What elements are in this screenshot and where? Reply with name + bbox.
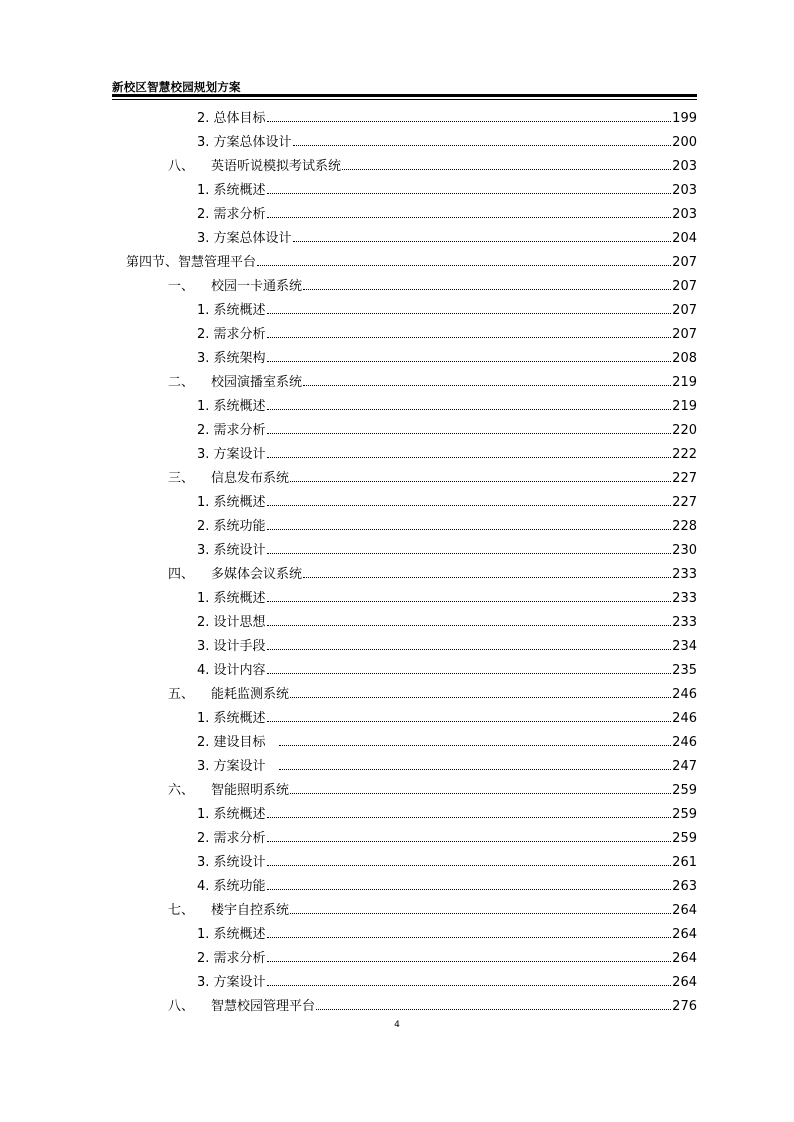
toc-leader-dots	[267, 648, 672, 650]
toc-entry[interactable]	[0, 683, 697, 707]
toc-entry-page: 246	[672, 687, 697, 702]
toc-leader-dots	[267, 960, 672, 962]
toc-entry-page: 247	[672, 759, 697, 774]
toc-leader-dots	[267, 192, 672, 194]
toc-entry-title: 1. 系统概述	[197, 927, 266, 942]
toc-leader-dots	[267, 936, 672, 938]
toc-entry-title: 1. 系统概述	[197, 303, 266, 318]
toc-leader-dots	[293, 240, 672, 242]
toc-entry-page: 227	[672, 471, 697, 486]
toc-entry[interactable]	[0, 923, 697, 947]
toc-leader-dots	[267, 216, 672, 218]
toc-entry-title: 英语听说模拟考试系统	[211, 159, 342, 174]
toc-entry[interactable]	[0, 179, 697, 203]
toc-entry-page: 259	[672, 783, 697, 798]
toc-leader-dots	[267, 456, 672, 458]
toc-entry-title: 智能照明系统	[211, 783, 290, 798]
toc-entry-page: 203	[672, 183, 697, 198]
toc-entry-number: 八、	[168, 159, 195, 174]
toc-leader-dots	[267, 672, 672, 674]
toc-entry-title: 2. 总体目标	[197, 111, 266, 126]
toc-entry[interactable]	[0, 467, 697, 491]
toc-entry-page: 207	[672, 255, 697, 270]
toc-entry-title: 3. 方案设计	[197, 759, 278, 774]
toc-entry-title: 2. 需求分析	[197, 423, 266, 438]
toc-entry-title: 校园一卡通系统	[211, 279, 303, 294]
toc-leader-dots	[267, 984, 672, 986]
toc-entry-number: 八、	[168, 999, 195, 1014]
toc-entry-page: 246	[672, 735, 697, 750]
toc-entry-page: 207	[672, 303, 697, 318]
toc-entry-title: 2. 需求分析	[197, 831, 266, 846]
toc-leader-dots	[290, 480, 671, 482]
toc-entry-title: 2. 需求分析	[197, 327, 266, 342]
toc-leader-dots	[303, 576, 671, 578]
toc-entry[interactable]	[0, 563, 697, 587]
toc-entry-title: 4. 系统功能	[197, 879, 266, 894]
toc-entry-number: 二、	[168, 375, 195, 390]
toc-entry[interactable]	[0, 299, 697, 323]
toc-entry-title: 能耗监测系统	[211, 687, 290, 702]
toc-entry-number: 七、	[168, 903, 195, 918]
toc-entry[interactable]	[0, 995, 697, 1019]
toc-entry-page: 222	[672, 447, 697, 462]
toc-leader-dots	[267, 408, 672, 410]
toc-leader-dots	[303, 384, 671, 386]
toc-entry[interactable]	[0, 395, 697, 419]
toc-entry-title: 1. 系统概述	[197, 183, 266, 198]
toc-entry-page: 259	[672, 807, 697, 822]
toc-entry-page: 264	[672, 927, 697, 942]
page-number: 4	[394, 1020, 400, 1030]
toc-entry-page: 203	[672, 159, 697, 174]
toc-leader-dots	[316, 1008, 671, 1010]
toc-entry-page: 264	[672, 903, 697, 918]
toc-entry-title: 智慧校园管理平台	[211, 999, 316, 1014]
toc-entry-number: 五、	[168, 687, 195, 702]
toc-entry-title: 3. 系统设计	[197, 543, 266, 558]
toc-entry-title: 1. 系统概述	[197, 495, 266, 510]
toc-entry[interactable]	[0, 947, 697, 971]
toc-entry-title: 2. 需求分析	[197, 951, 266, 966]
toc-entry[interactable]	[0, 251, 697, 275]
toc-leader-dots	[267, 816, 672, 818]
toc-leader-dots	[303, 288, 671, 290]
toc-leader-dots	[290, 912, 671, 914]
toc-entry-title: 4. 设计内容	[197, 663, 266, 678]
toc-entry[interactable]	[0, 707, 697, 731]
toc-leader-dots	[267, 888, 672, 890]
toc-entry[interactable]	[0, 827, 697, 851]
toc-entry-title: 信息发布系统	[211, 471, 290, 486]
toc-entry[interactable]	[0, 539, 697, 563]
toc-entry-page: 259	[672, 831, 697, 846]
toc-entry-title: 1. 系统概述	[197, 591, 266, 606]
toc-entry[interactable]	[0, 155, 697, 179]
toc-entry-page: 261	[672, 855, 697, 870]
toc-entry-page: 204	[672, 231, 697, 246]
toc-entry-page: 227	[672, 495, 697, 510]
toc-entry-page: 219	[672, 399, 697, 414]
toc-leader-dots	[267, 720, 672, 722]
toc-entry-number: 四、	[168, 567, 195, 582]
toc-leader-dots	[342, 168, 671, 170]
toc-entry[interactable]	[0, 443, 697, 467]
toc-leader-dots	[267, 336, 672, 338]
toc-entry-number: 一、	[168, 279, 195, 294]
toc-entry-page: 233	[672, 591, 697, 606]
toc-entry[interactable]	[0, 899, 697, 923]
toc-entry-title: 3. 方案总体设计	[197, 231, 292, 246]
toc-leader-dots	[267, 432, 672, 434]
toc-entry[interactable]	[0, 515, 697, 539]
toc-entry-page: 220	[672, 423, 697, 438]
toc-leader-dots	[290, 696, 671, 698]
toc-leader-dots	[257, 264, 671, 266]
toc-entry[interactable]	[0, 587, 697, 611]
toc-entry-page: 228	[672, 519, 697, 534]
toc-entry-title: 1. 系统概述	[197, 399, 266, 414]
toc-entry[interactable]	[0, 803, 697, 827]
toc-entry-title: 多媒体会议系统	[211, 567, 303, 582]
toc-entry-title: 2. 需求分析	[197, 207, 266, 222]
toc-entry[interactable]	[0, 635, 697, 659]
toc-leader-dots	[267, 312, 672, 314]
toc-entry[interactable]	[0, 875, 697, 899]
toc-entry-title: 3. 系统设计	[197, 855, 266, 870]
toc-entry[interactable]	[0, 419, 697, 443]
toc-entry-title: 第四节、智慧管理平台	[126, 255, 257, 270]
toc-leader-dots	[267, 360, 672, 362]
toc-entry[interactable]	[0, 659, 697, 683]
toc-entry-title: 2. 系统功能	[197, 519, 266, 534]
toc-entry[interactable]	[0, 203, 697, 227]
toc-entry-title: 3. 方案总体设计	[197, 135, 292, 150]
toc-entry[interactable]	[0, 611, 697, 635]
toc-entry-page: 264	[672, 975, 697, 990]
toc-entry-page: 263	[672, 879, 697, 894]
toc-leader-dots	[267, 528, 672, 530]
toc-entry-page: 219	[672, 375, 697, 390]
toc-entry-page: 234	[672, 639, 697, 654]
toc-entry[interactable]	[0, 851, 697, 875]
toc-leader-dots	[290, 792, 671, 794]
toc-leader-dots	[267, 120, 672, 122]
toc-entry-title: 3. 方案设计	[197, 447, 266, 462]
toc-entry[interactable]	[0, 491, 697, 515]
toc-entry-number: 三、	[168, 471, 195, 486]
toc-entry[interactable]	[0, 107, 697, 131]
toc-entry-number: 六、	[168, 783, 195, 798]
toc-leader-dots	[279, 744, 671, 746]
toc-leader-dots	[267, 840, 672, 842]
toc-entry[interactable]	[0, 371, 697, 395]
toc-entry-title: 1. 系统概述	[197, 807, 266, 822]
toc-entry[interactable]	[0, 275, 697, 299]
toc-entry[interactable]	[0, 731, 697, 755]
running-header-title: 新校区智慧校园规划方案	[112, 80, 241, 94]
toc-entry[interactable]	[0, 755, 697, 779]
toc-entry-page: 233	[672, 567, 697, 582]
toc-entry-page: 200	[672, 135, 697, 150]
toc-entry-page: 207	[672, 327, 697, 342]
toc-entry-page: 264	[672, 951, 697, 966]
toc-entry-title: 2. 设计思想	[197, 615, 266, 630]
toc-entry-title: 2. 建设目标	[197, 735, 278, 750]
toc-entry-title: 1. 系统概述	[197, 711, 266, 726]
toc-entry-page: 199	[672, 111, 697, 126]
toc-entry[interactable]	[0, 131, 697, 155]
toc-entry-page: 230	[672, 543, 697, 558]
toc-entry-page: 276	[672, 999, 697, 1014]
toc-leader-dots	[267, 600, 672, 602]
toc-entry-page: 208	[672, 351, 697, 366]
toc-entry-title: 3. 系统架构	[197, 351, 266, 366]
toc-entry[interactable]	[0, 323, 697, 347]
toc-leader-dots	[279, 768, 671, 770]
toc-entry-page: 207	[672, 279, 697, 294]
toc-entry-page: 235	[672, 663, 697, 678]
toc-leader-dots	[267, 864, 672, 866]
toc-entry-title: 楼宇自控系统	[211, 903, 290, 918]
toc-entry-page: 203	[672, 207, 697, 222]
header-rule-thin	[112, 99, 697, 100]
toc-entry[interactable]	[0, 971, 697, 995]
header-rule-thick	[112, 94, 697, 97]
toc-leader-dots	[267, 552, 672, 554]
toc-leader-dots	[267, 504, 672, 506]
toc-entry-title: 3. 方案设计	[197, 975, 266, 990]
toc-entry[interactable]	[0, 347, 697, 371]
toc-leader-dots	[267, 624, 672, 626]
toc-entry[interactable]	[0, 779, 697, 803]
toc-leader-dots	[293, 144, 672, 146]
toc-entry[interactable]	[0, 227, 697, 251]
toc-entry-page: 246	[672, 711, 697, 726]
toc-entry-title: 校园演播室系统	[211, 375, 303, 390]
toc-entry-title: 3. 设计手段	[197, 639, 266, 654]
toc-entry-page: 233	[672, 615, 697, 630]
